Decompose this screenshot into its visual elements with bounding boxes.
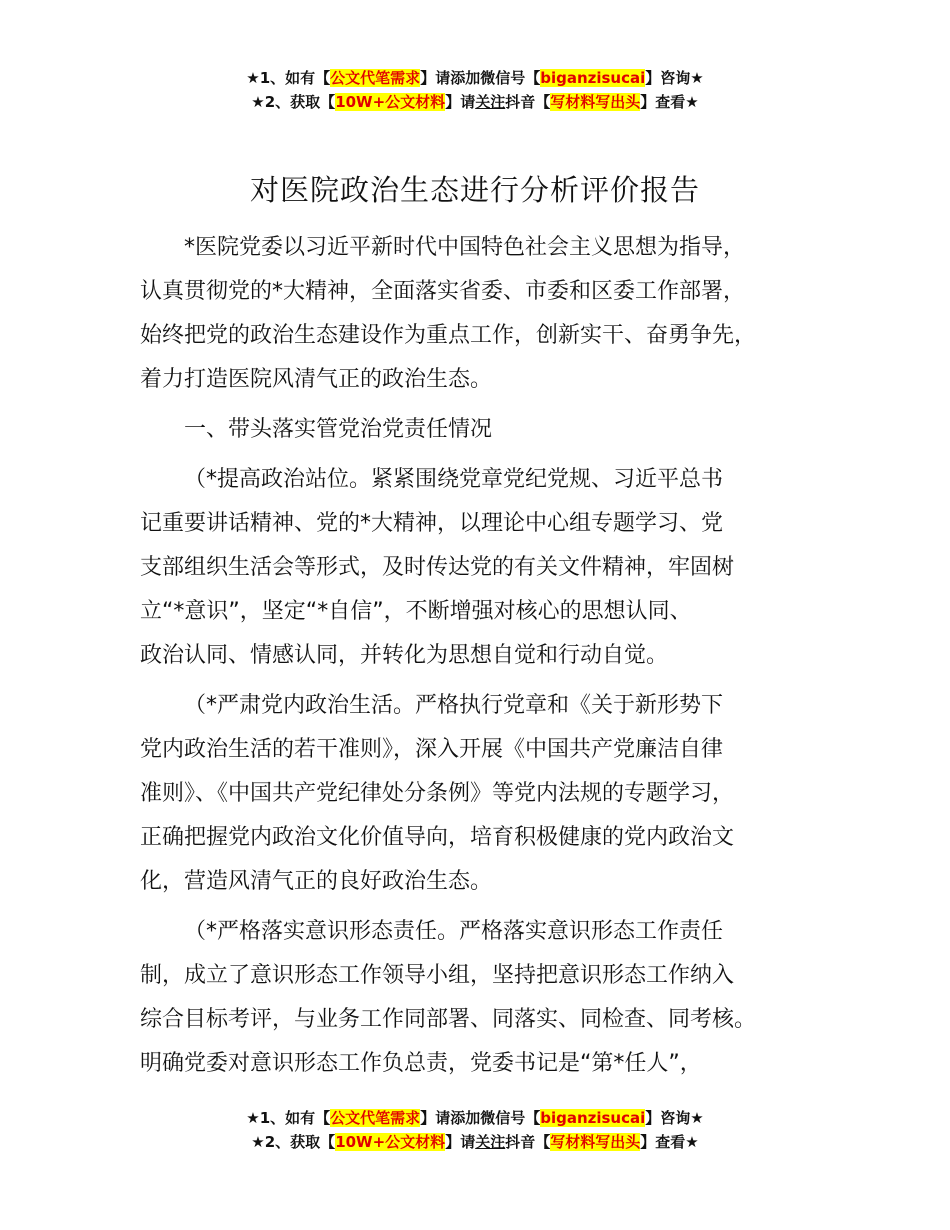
text-line: *医院党委以习近平新时代中国特色社会主义思想为指导， xyxy=(184,235,746,260)
highlight-douyin-account: 写材料写出头 xyxy=(550,1133,641,1151)
banner-text: 】咨询★ xyxy=(645,69,704,87)
highlight-wechat-id: biganzisucai xyxy=(540,69,646,87)
text-line: 党内政治生活的若干准则》，深入开展《中国共产党廉洁自律 xyxy=(140,737,724,762)
highlight-materials: 10W+公文材料 xyxy=(335,1133,446,1151)
highlight-service: 公文代笔需求 xyxy=(330,1109,421,1127)
banner-text: 】查看★ xyxy=(640,1133,699,1151)
highlight-materials: 10W+公文材料 xyxy=(335,93,446,111)
text-line: 认真贯彻党的*大精神，全面落实省委、市委和区委工作部署， xyxy=(140,279,746,304)
banner-text: ★1、如有【 xyxy=(246,1109,331,1127)
banner-text: 抖音【 xyxy=(505,1133,551,1151)
banner-text: 】请 xyxy=(445,1133,476,1151)
banner-text: ★2、获取【 xyxy=(251,93,336,111)
underlined-follow: 关注 xyxy=(475,93,506,111)
text-line: （*严格落实意识形态责任。严格落实意识形态工作责任 xyxy=(184,919,724,944)
banner-text: 】请添加微信号【 xyxy=(420,1109,541,1127)
text-line: （*提高政治站位。紧紧围绕党章党纪党规、习近平总书 xyxy=(184,467,724,492)
text-line: 支部组织生活会等形式，及时传达党的有关文件精神，牢固树 xyxy=(140,555,735,580)
footer-banner xyxy=(0,1106,950,1154)
text-line: 立“*意识”，坚定“*自信”，不断增强对核心的思想认同、 xyxy=(140,599,692,624)
banner-line-1 xyxy=(0,1106,950,1130)
highlight-service: 公文代笔需求 xyxy=(330,69,421,87)
text-line: （*严肃党内政治生活。严格执行党章和《关于新形势下 xyxy=(184,693,724,718)
text-line: 准则》、《中国共产党纪律处分条例》等党内法规的专题学习， xyxy=(140,781,735,806)
banner-text: 】咨询★ xyxy=(645,1109,704,1127)
text-line: 正确把握党内政治文化价值导向，培育积极健康的党内政治文 xyxy=(140,825,735,850)
intro-paragraph xyxy=(140,226,830,402)
banner-text: 】查看★ xyxy=(640,93,699,111)
text-line: 政治认同、情感认同，并转化为思想自觉和行动自觉。 xyxy=(140,643,669,668)
document-title: 对医院政治生态进行分析评价报告 xyxy=(249,173,700,207)
banner-text: ★2、获取【 xyxy=(251,1133,336,1151)
banner-text: ★1、如有【 xyxy=(246,69,331,87)
text-line: 综合目标考评，与业务工作同部署、同落实、同检查、同考核。 xyxy=(140,1007,757,1032)
banner-line-2 xyxy=(0,1130,950,1154)
banner-line-1 xyxy=(0,66,950,90)
banner-text: 】请添加微信号【 xyxy=(420,69,541,87)
underlined-follow: 关注 xyxy=(475,1133,506,1151)
highlight-wechat-id: biganzisucai xyxy=(540,1109,646,1127)
banner-text: 抖音【 xyxy=(505,93,551,111)
text-line: 化，营造风清气正的良好政治生态。 xyxy=(140,869,493,894)
paragraph-ideology xyxy=(140,910,830,1086)
document-body xyxy=(140,226,830,1092)
text-line: 明确党委对意识形态工作负总责，党委书记是“第*任人”， xyxy=(140,1051,702,1076)
paragraph-party-life xyxy=(140,684,830,904)
text-line: 记重要讲话精神、党的*大精神，以理论中心组专题学习、党 xyxy=(140,511,724,536)
banner-line-2 xyxy=(0,90,950,114)
highlight-douyin-account: 写材料写出头 xyxy=(550,93,641,111)
text-line: 始终把党的政治生态建设作为重点工作，创新实干、奋勇争先， xyxy=(140,323,757,348)
text-line: 着力打造医院风清气正的政治生态。 xyxy=(140,367,493,392)
text-line: 制，成立了意识形态工作领导小组，坚持把意识形态工作纳入 xyxy=(140,963,735,988)
section-heading: 一、带头落实管党治党责任情况 xyxy=(184,417,493,442)
paragraph-political-stance xyxy=(140,458,830,678)
banner-text: 】请 xyxy=(445,93,476,111)
header-banner xyxy=(0,66,950,114)
